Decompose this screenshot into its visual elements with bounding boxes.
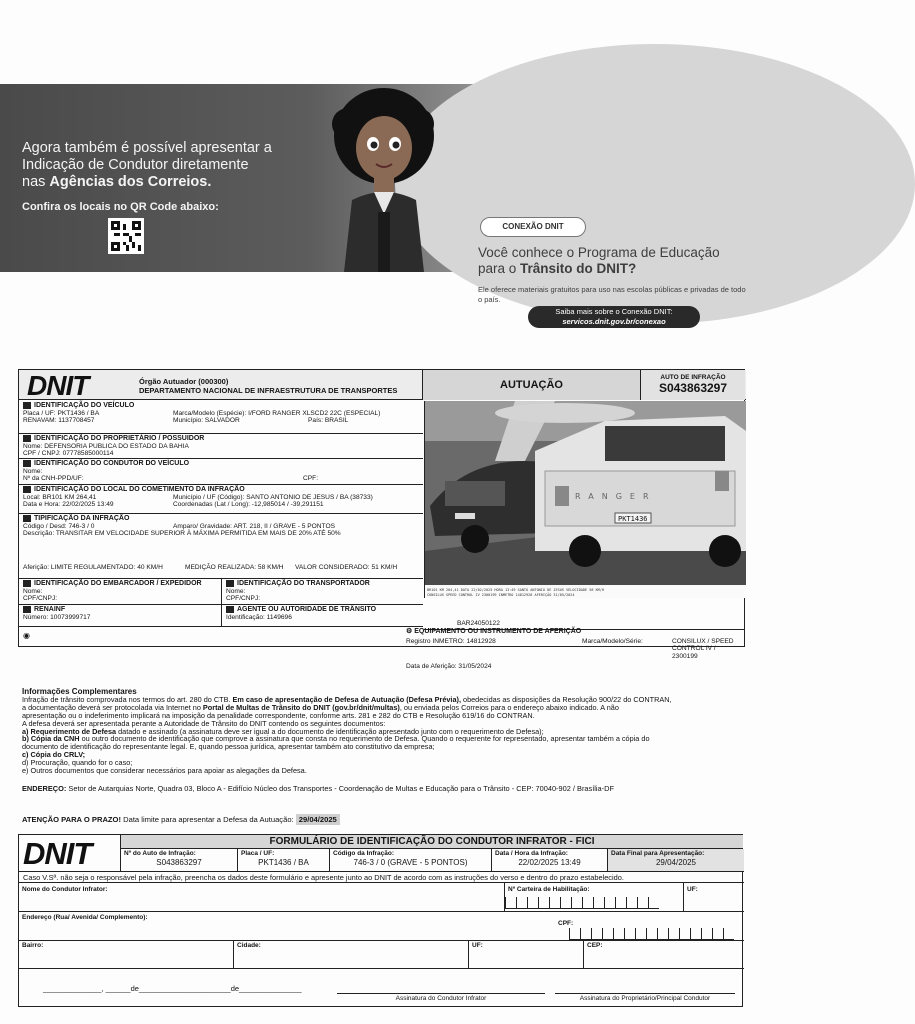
section-tipificacao-title (23, 515, 419, 523)
equip-marca-line-2: CONTROL IV / (672, 645, 716, 653)
mascot-illustration (318, 84, 448, 272)
agente-identificacao: Identificação: 1149696 (226, 613, 292, 621)
section-proprietario (19, 434, 423, 459)
informacoes-complementares (22, 688, 747, 775)
fici-placa-label: Placa / UF: (241, 850, 275, 857)
cep-label: CEP: (587, 942, 603, 949)
nome-condutor-label: Nome do Condutor Infrator: (22, 886, 108, 893)
section-veiculo (19, 401, 423, 434)
fici-dnit-logo: DNIT (23, 836, 92, 871)
cidade-label: Cidade: (237, 942, 261, 949)
proprietario-nome: Nome: DEFENSORIA PUBLICA DO ESTADO DA BAHIA (23, 442, 189, 450)
saiba-mais-line-1: Saiba mais sobre o Conexão DNIT: (555, 307, 673, 316)
car-icon (23, 402, 31, 409)
banner-question-2 (478, 261, 758, 277)
p2-pre: a documentação deverá ser protocolada via Internet no (22, 702, 203, 712)
orgao-autuador (139, 378, 397, 395)
item-a-text: datado e assinado (a assinatura deve ser igual a do documento de identificação apresentado junto com o requerimento de Defesa); (116, 726, 544, 736)
endereco-label: ENDEREÇO: (22, 784, 67, 793)
embarcador-nome: Nome: (23, 587, 43, 595)
endereco-text: Setor de Autarquias Norte, Quadra 03, Bloco A - Edifício Núcleo dos Transportes - Coordenação de Multas e Educação para o Trânsito - CEP: 70040-902 / Brasília-DF (66, 784, 614, 793)
section-agente-title (226, 606, 419, 614)
sig-line-proprietario (555, 993, 735, 994)
fici-instrucao: Caso V.Sª. não seja o responsável pela infração, preencha os dados deste formulário e apresente junto ao DNIT de acordo com as instruções do verso e dentro do prazo estabelecido. (19, 871, 744, 883)
cnh-label: Nº Carteira de Habilitação: (508, 886, 590, 893)
pen-icon (23, 435, 31, 442)
banner-line-1: Agora também é possível apresentar a (22, 140, 272, 156)
banner-question-2-pre: para o (478, 261, 521, 276)
cep-input[interactable] (586, 949, 740, 965)
sig-condutor-label: Assinatura do Condutor Infrator (395, 995, 487, 1002)
radar-photo-graphic (425, 401, 746, 598)
truck-icon (226, 580, 234, 587)
complementares-b2: documento de identificação do representante legal. E, quando pessoa jurídica, apresentar também ato constitutivo da empresa; (22, 742, 435, 752)
radar-photo (424, 401, 745, 598)
equip-marca-line-1: CONSILUX / SPEED (672, 637, 734, 645)
condutor-nome: Nome: (23, 467, 43, 475)
condutor-cnh: Nº da CNH-PPD/UF: (23, 475, 84, 483)
equip-marca-line-3: 2300199 (672, 652, 698, 660)
section-renainf-label: RENAINF (34, 606, 66, 613)
auto-de-infracao-notice (18, 369, 745, 647)
row-line-2 (19, 940, 744, 941)
p1-post: obedecidas as disposições da Resolução 900/22 do CONTRAN, (460, 694, 672, 704)
complementares-p3: apresentação ou o indeferimento implicará na imposição da penalidade correspondente, conforme arts. 281 e 282 do CTB e Resolução 619/16 do CONTRAN. (22, 710, 535, 720)
qr-code-graphic (111, 221, 141, 251)
officer-icon (226, 606, 234, 613)
sig-line-condutor (337, 993, 545, 994)
proprietario-cpf: CPF / CNPJ: 07778585000114 (23, 450, 114, 458)
veiculo-renavam: RENAVAM: 1137708457 (23, 417, 95, 425)
saiba-mais-url[interactable]: servicos.dnit.gov.br/conexao (562, 317, 666, 326)
box-icon (23, 580, 31, 587)
banner-line-2: Indicação de Condutor diretamente (22, 157, 249, 173)
endereco-input[interactable] (21, 923, 551, 939)
local-endereco: Local: BR101 KM 264,41 (23, 493, 97, 501)
section-transportador-title (226, 580, 419, 588)
tipificacao-codigo: Código / Desd: 746-3 / 0 (23, 522, 95, 530)
p2-post: , ou enviada pelos Correios para o endereço abaixo indicado. A não (399, 702, 619, 712)
document-icon (23, 515, 31, 522)
location-pin-icon (23, 486, 31, 493)
section-equipamento-label: EQUIPAMENTO OU INSTRUMENTO DE AFERIÇÃO (414, 628, 582, 635)
uf2-input[interactable] (471, 949, 581, 965)
equip-registro: Registro INMETRO: 14812928 (406, 637, 496, 645)
section-transportador (222, 579, 423, 605)
fici-codigo (329, 849, 491, 871)
equip-marca-value (672, 638, 734, 661)
photo-id: BAR24050122 (457, 620, 500, 627)
auto-infracao-number: S043863297 (658, 381, 728, 395)
portal-multas-link[interactable]: Portal de Multas de Trânsito do DNIT (gov.br/dnit/multas) (202, 702, 400, 712)
section-embarcador-label: IDENTIFICAÇÃO DO EMBARCADOR / EXPEDIDOR (34, 580, 202, 587)
section-transportador-label: IDENTIFICAÇÃO DO TRANSPORTADOR (237, 580, 370, 587)
fici-final-value: 29/04/2025 (655, 858, 697, 867)
conexao-dnit-badge: CONEXÃO DNIT (480, 217, 586, 237)
section-equipamento-title (406, 628, 745, 636)
cidade-input[interactable] (236, 949, 466, 965)
section-condutor (19, 459, 423, 485)
afericao-medicao: MEDIÇÃO REALIZADA: 58 KM/H (185, 563, 284, 571)
afericao-valor: VALOR CONSIDERADO: 51 KM/H (295, 563, 398, 571)
section-veiculo-title (23, 402, 419, 410)
tipificacao-descricao: Descrição: TRANSITAR EM VELOCIDADE SUPERIOR À MÁXIMA PERMITIDA EM MAIS DE 20% ATÉ 50% (23, 530, 341, 538)
fici-data-final (607, 849, 744, 871)
atencao-text: Data limite para apresentar a Defesa da Autuação: (121, 815, 296, 824)
afericao-limite: Aferição: LIMITE REGULAMENTADO: 40 KM/H (23, 563, 163, 571)
gauge-icon: ⚙ (406, 628, 415, 635)
section-condutor-label: IDENTIFICAÇÃO DO CONDUTOR DO VEÍCULO (34, 460, 190, 467)
section-proprietario-title (23, 435, 419, 443)
fici-data-value: 22/02/2025 13:49 (518, 858, 581, 867)
complementares-e: e) Outros documentos que considerar necessários para apoiar as alegações da Defesa. (22, 766, 307, 776)
fici-auto-label: Nº do Auto de Infração: (124, 850, 196, 857)
section-renainf-title (23, 606, 217, 614)
banner-line-3-pre: nas (22, 174, 50, 190)
section-equipamento (406, 628, 745, 679)
section-tipificacao-label: TIPIFICAÇÃO DA INFRAÇÃO (34, 515, 130, 522)
eye-icon: ◉ (23, 631, 30, 640)
section-tipificacao (19, 514, 423, 579)
sig-proprietario-label: Assinatura do Proprietário/Principal Condutor (579, 995, 711, 1002)
atencao-date: 29/04/2025 (296, 814, 340, 825)
transportador-nome: Nome: (226, 587, 246, 595)
fici-codigo-label: Código da Infração: (333, 850, 395, 857)
p1-pre: Infração de trânsito comprovada nos termos do art. 280 do CTB. (22, 694, 233, 704)
fici-title: FORMULÁRIO DE IDENTIFICAÇÃO DO CONDUTOR INFRATOR - FICI (121, 835, 743, 849)
row-line-1 (19, 911, 744, 912)
condutor-cpf: CPF: (303, 475, 319, 483)
saiba-mais-pill[interactable] (528, 306, 700, 328)
banner-question-1: Você conhece o Programa de Educação (478, 245, 720, 260)
section-agente (222, 605, 423, 627)
endereco-line (22, 784, 747, 793)
section-veiculo-label: IDENTIFICAÇÃO DO VEÍCULO (34, 402, 135, 409)
p1-bold: Em caso de apresentação de Defesa de Autuação (Defesa Prévia), (232, 694, 461, 704)
orgao-code: Órgão Autuador (000300) (139, 377, 229, 386)
banner-right-text (478, 245, 758, 304)
section-proprietario-label: IDENTIFICAÇÃO DO PROPRIETÁRIO / POSSUIDOR (34, 435, 205, 442)
fici-codigo-value: 746-3 / 0 (GRAVE - 5 PONTOS) (353, 858, 468, 867)
item-a-bold: a) Requerimento de Defesa (22, 726, 117, 736)
fici-final-label: Data Final para Apresentação: (611, 850, 705, 857)
local-municipio: Município / UF (Código): SANTO ANTONIO DE JESUS / BA (38733) (173, 493, 373, 501)
hash-icon (23, 606, 31, 613)
cpf-input-boxes[interactable] (569, 928, 734, 940)
svg-text:RANGER: RANGER (575, 492, 657, 501)
local-data-hora: Data e Hora: 22/02/2025 13:49 (23, 501, 114, 509)
banner-left-text (22, 140, 322, 213)
bairro-input[interactable] (21, 949, 231, 965)
local-coordenadas: Coordenadas (Lat / Long): -12,985014 / -39,291151 (173, 501, 324, 509)
autuacao-title: AUTUAÇÃO (422, 370, 640, 400)
renainf-numero: Número: 10073999717 (23, 613, 91, 621)
transportador-cpf: CPF/CNPJ: (226, 595, 261, 603)
section-embarcador (19, 579, 222, 605)
person-icon (23, 460, 31, 467)
nome-condutor-input[interactable] (21, 893, 501, 909)
cnh-input-boxes[interactable] (505, 897, 659, 909)
cpf-label: CPF: (558, 920, 574, 927)
fici-data (491, 849, 607, 871)
fici-auto (120, 849, 237, 871)
section-condutor-title (23, 460, 419, 468)
complementares-p4: A defesa deverá ser apresentada perante a Autoridade de Trânsito do DNIT contendo os seguintes documentos: (22, 718, 386, 728)
banner-line-3-bold: Agências dos Correios. (49, 174, 212, 190)
banner-qr-text: Confira os locais no QR Code abaixo: (22, 201, 219, 213)
equip-data-afericao: Data de Aferição: 31/05/2024 (406, 663, 492, 671)
veiculo-municipio: Município: SALVADOR (173, 417, 240, 425)
fici-placa (237, 849, 329, 871)
departamento-name: DEPARTAMENTO NACIONAL DE INFRAESTRUTURA DE TRANSPORTES (139, 385, 398, 395)
row-line-3 (19, 968, 744, 969)
embarcador-cpf: CPF/CNPJ: (23, 595, 58, 603)
uf-label: UF: (687, 886, 698, 893)
fici-placa-value: PKT1436 / BA (258, 858, 309, 867)
item-b-text: ou outro documento de identificação que comprove a assinatura que consta no requerimento de Defesa. Quando o requerente for representado, apresentar também a cópia do (79, 734, 650, 744)
uf2-label: UF: (472, 942, 483, 949)
fici-data-label: Data / Hora da Infração: (495, 850, 568, 857)
atencao-prazo (22, 814, 340, 825)
endereco-label: Endereço (Rua/ Avenida/ Complemento): (22, 914, 148, 921)
bairro-label: Bairro: (22, 942, 44, 949)
section-renainf (19, 605, 222, 627)
section-agente-label: AGENTE OU AUTORIDADE DE TRÂNSITO (237, 606, 377, 613)
section-local-label: IDENTIFICAÇÃO DO LOCAL DO COMETIMENTO DA INFRAÇÃO (34, 486, 245, 493)
section-local (19, 485, 423, 514)
local-data-line[interactable]: ______________, ______de______________________de_______________ (43, 984, 302, 993)
veiculo-marca: Marca/Modelo (Espécie): I/FORD RANGER XLSCD2 22C (ESPECIAL) (173, 409, 381, 417)
atencao-label: ATENÇÃO PARA O PRAZO! (22, 815, 121, 824)
uf-input[interactable] (687, 895, 741, 909)
banner-question-2-bold: Trânsito do DNIT? (520, 261, 637, 276)
banner-line-3 (22, 174, 322, 191)
dnit-logo: DNIT (27, 370, 89, 401)
auto-infracao-label: AUTO DE INFRAÇÃO (660, 374, 726, 381)
fici-form (18, 834, 743, 1007)
notice-header (19, 370, 746, 400)
item-c-bold: c) Cópia do CRLV; (22, 750, 86, 760)
equip-marca-label: Marca/Modelo/Série: (582, 637, 643, 645)
veiculo-pais: País: BRASIL (308, 417, 349, 425)
photo-plate: PKT1436 (618, 515, 648, 523)
fici-auto-value: S043863297 (156, 858, 202, 867)
item-b-bold: b) Cópia da CNH (22, 734, 80, 744)
photo-caption-2: CONSILUX SPEED CONTROL IV 2300199 INMETRO 14812928 AFERIÇÃO 31/05/2024 (427, 593, 575, 597)
conexao-banner (0, 84, 768, 326)
complementares-title: Informações Complementares (22, 687, 137, 696)
photo-caption-1: BR101 KM 264,41 DATA 22/02/2025 HORA 13:49 SANTO ANTONIO DE JESUS VELOCIDADE 58 KM/H (427, 588, 605, 592)
complementares-d: d) Procuração, quando for o caso; (22, 758, 133, 768)
tipificacao-amparo: Amparo/ Gravidade: ART. 218, II / GRAVE - 5 PONTOS (173, 522, 335, 530)
banner-description: Ele oferece materiais gratuitos para uso nas escolas públicas e privadas de todo o país. (478, 285, 746, 304)
qr-code-icon (108, 218, 144, 254)
section-local-title (23, 486, 419, 494)
veiculo-placa: Placa / UF: PKT1436 / BA (23, 409, 100, 417)
auto-infracao-box (640, 370, 745, 400)
section-embarcador-title (23, 580, 217, 588)
